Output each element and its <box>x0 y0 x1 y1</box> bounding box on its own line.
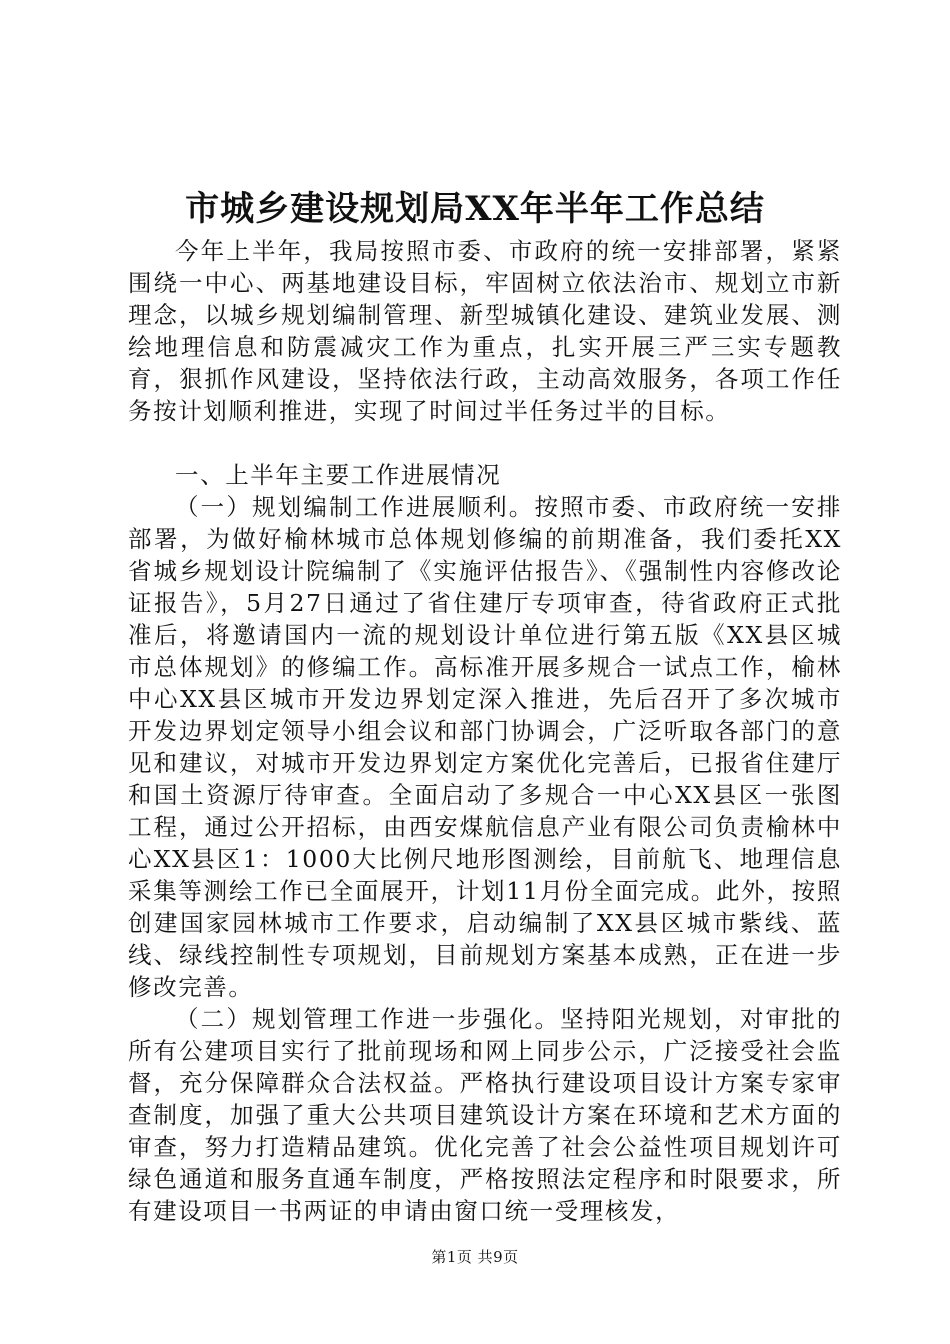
section-heading: 一、上半年主要工作进展情况 <box>175 461 502 489</box>
document-title: 市城乡建设规划局XX年半年工作总结 <box>185 189 765 229</box>
body-paragraph: （一）规划编制工作进展顺利。按照市委、市政府统一安排部署，为做好榆林城市总体规划修编的前期准备，我们委托XX省城乡规划设计院编制了《实施评估报告》、《强制性内容修改论证报告》，5月27日通过了省住建厅专项审查，待省政府正式批准后，将邀请国内一流的规划设计单位进行第五版《XX县区城市总体规划》的修编工作。高标准开展多规合一试点工作，榆林中心XX县区城市开发边界划定深入推进，先后召开了多次城市开发边界划定领导小组会议和部门协调会，广泛听取各部门的意见和建议，对城市开发边界划定方案优化完善后，已报省住建厅和国土资源厅待审查。全面启动了多规合一中心XX县区一张图工程，通过公开招标，由西安煤航信息产业有限公司负责榆林中心XX县区1：1000大比例尺地形图测绘，目前航飞、地理信息采集等测绘工作已全面展开，计划11月份全面完成。此外，按照创建国家园林城市工作要求，启动编制了XX县区城市紫线、蓝线、绿线控制性专项规划，目前规划方案基本成熟，正在进一步修改完善。 <box>128 493 842 1001</box>
body-paragraph: （二）规划管理工作进一步强化。坚持阳光规划，对审批的所有公建项目实行了批前现场和网上同步公示，广泛接受社会监督，充分保障群众合法权益。严格执行建设项目设计方案专家审查制度，加强了重大公共项目建筑设计方案在环境和艺术方面的审查，努力打造精品建筑。优化完善了社会公益性项目规划许可绿色通道和服务直通车制度，严格按照法定程序和时限要求，所有建设项目一书两证的申请由窗口统一受理核发， <box>128 1005 842 1225</box>
intro-paragraph: 今年上半年，我局按照市委、市政府的统一安排部署，紧紧围绕一中心、两基地建设目标，牢固树立依法治市、规划立市新理念，以城乡规划编制管理、新型城镇化建设、建筑业发展、测绘地理信息和防震减灾工作为重点，扎实开展三严三实专题教育，狠抓作风建设，坚持依法行政，主动高效服务，各项工作任务按计划顺利推进，实现了时间过半任务过半的目标。 <box>128 237 842 425</box>
page-number: 第1页 共9页 <box>431 1248 519 1266</box>
document-body <box>128 235 842 1227</box>
